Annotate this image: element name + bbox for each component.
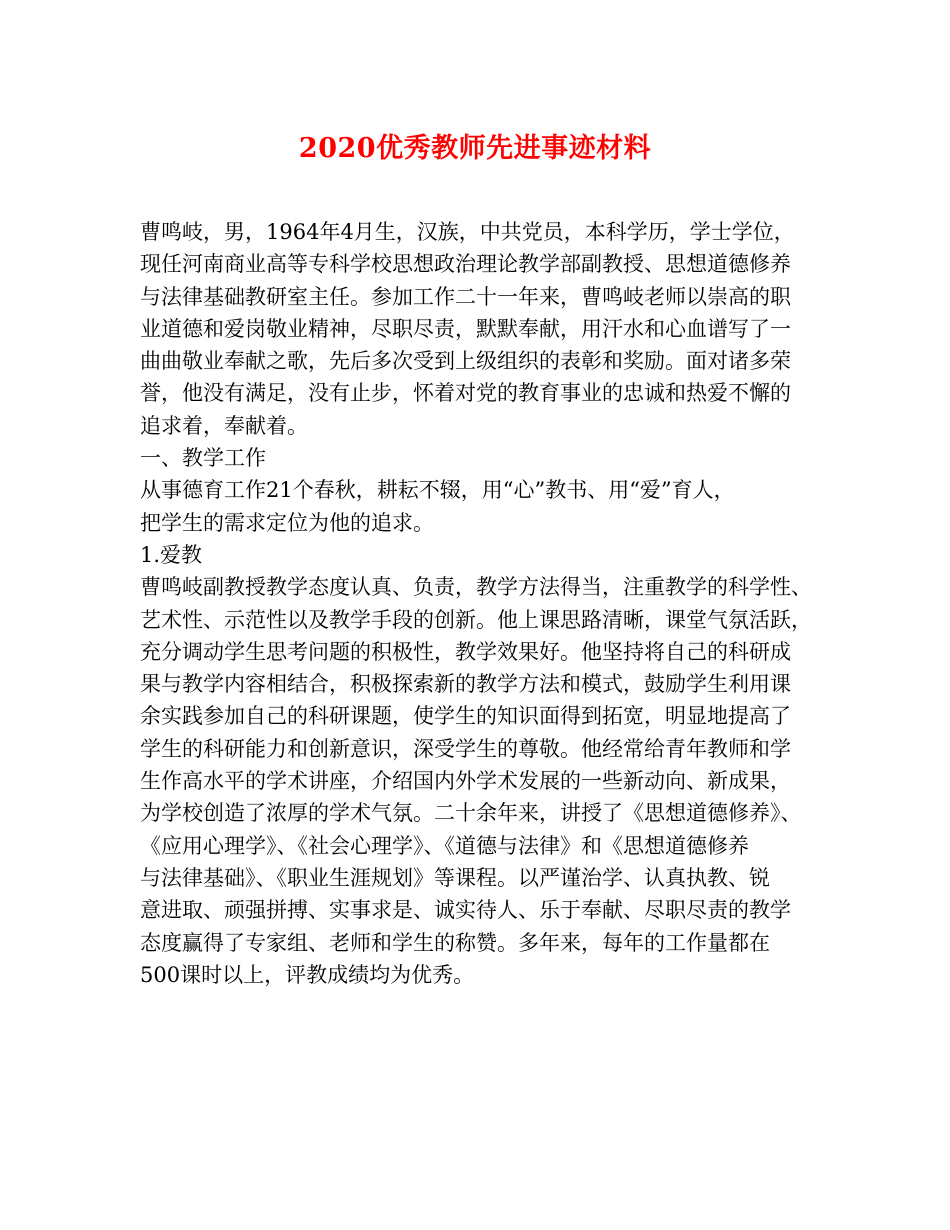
body-line: 与法律基础》、《职业生涯规划》等课程。以严谨治学、认真执教、锐 <box>140 865 770 890</box>
body-line: 与法律基础教研室主任。参加工作二十一年来，曹鸣岐老师以崇高的职 <box>140 284 791 309</box>
section-heading: 一、教学工作 <box>140 446 266 471</box>
body-line: 曹鸣岐副教授教学态度认真、负责，教学方法得当，注重教学的科学性、 <box>140 575 812 600</box>
body-line: 意进取、顽强拼搏、实事求是、诚实待人、乐于奉献、尽职尽责的教学 <box>140 898 791 923</box>
document-body <box>140 216 830 991</box>
body-line: 学生的科研能力和创新意识，深受学生的尊敬。他经常给青年教师和学 <box>140 736 791 761</box>
body-line: 500课时以上，评教成绩均为优秀。 <box>140 962 475 987</box>
body-line: 态度赢得了专家组、老师和学生的称赞。多年来，每年的工作量都在 <box>140 930 770 955</box>
body-line: 从事德育工作21个春秋，耕耘不辍，用“心”教书、用“爱”育人， <box>140 478 735 503</box>
body-line: 曹鸣岐，男，1964年4月生，汉族，中共党员，本科学历，学士学位， <box>140 220 795 244</box>
body-line: 为学校创造了浓厚的学术气氛。二十余年来，讲授了《思想道德修养》、 <box>140 801 802 826</box>
body-line: 业道德和爱岗敬业精神，尽职尽责，默默奉献，用汗水和心血谱写了一 <box>140 316 791 341</box>
body-line: 《应用心理学》、《社会心理学》、《道德与法律》和《思想道德修养 <box>140 833 749 858</box>
body-line: 追求着，奉献着。 <box>140 413 308 438</box>
body-line: 曲曲敬业奉献之歌，先后多次受到上级组织的表彰和奖励。面对诸多荣 <box>140 349 791 374</box>
body-line: 果与教学内容相结合，积极探索新的教学方法和模式，鼓励学生利用课 <box>140 672 791 697</box>
body-line: 余实践参加自己的科研课题，使学生的知识面得到拓宽，明显地提高了 <box>140 704 791 729</box>
document-title: 2020优秀教师先进事迹材料 <box>298 133 652 164</box>
body-line: 现任河南商业高等专科学校思想政治理论教学部副教授、思想道德修养 <box>140 252 791 277</box>
body-line: 生作高水平的学术讲座，介绍国内外学术发展的一些新动向、新成果， <box>140 769 791 794</box>
body-line: 艺术性、示范性以及教学手段的创新。他上课思路清晰，课堂气氛活跃， <box>140 607 812 632</box>
body-line: 充分调动学生思考问题的积极性，教学效果好。他坚持将自己的科研成 <box>140 639 791 664</box>
body-line: 把学生的需求定位为他的追求。 <box>140 510 434 535</box>
body-line: 誉，他没有满足，没有止步，怀着对党的教育事业的忠诚和热爱不懈的 <box>140 381 791 406</box>
subsection-heading: 1.爱教 <box>140 542 203 567</box>
